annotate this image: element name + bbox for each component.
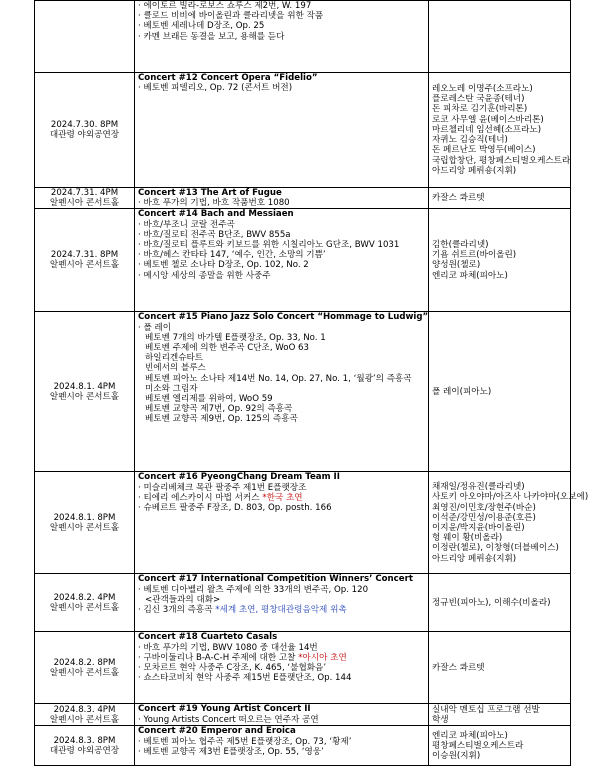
performer: 카잘스 콰르텟 (432, 662, 485, 673)
program-cell (135, 632, 429, 704)
program-item-text: 미소와 그림자 (145, 383, 198, 394)
premiere-note: *세계 초연, 평창대관령음악제 위촉 (215, 605, 347, 616)
program-item (138, 643, 425, 653)
program-item (138, 663, 425, 673)
premiere-note: *아시아 초연 (298, 652, 347, 663)
program-cell (135, 574, 429, 632)
performers-cell (429, 632, 571, 704)
concert-row (35, 704, 571, 726)
program-item-text: · 에이토르 빌라-로보스 쇼루스 제2번, W. 197 (138, 1, 312, 11)
concert-row (35, 188, 571, 209)
concert-row (35, 726, 571, 766)
performers-cell (429, 574, 571, 632)
program-item (138, 404, 425, 414)
program-item (138, 673, 425, 683)
program-item-text: · 베토벤 피아노 협주곡 제5번 E플랫장조, Op. 73, ‘황제’ (138, 736, 352, 747)
date-venue-cell (35, 188, 135, 209)
concert-datetime: 2024.7.31. 4PM (50, 188, 119, 198)
program-item-text: · 쇼스타코비치 현악 사중주 제15번 E플랫단조, Op. 144 (138, 673, 352, 684)
concert-row (35, 472, 571, 574)
program-item-text: · 베토벤 디아벨리 왈츠 주제에 의한 33개의 변주곡, Op. 120 (138, 584, 369, 595)
performers-cell (429, 73, 571, 188)
program-item-text: 베토벤 엘리제를 위하여, WoO 59 (145, 394, 273, 405)
performer: 마르첼리네 임선혜(소프라노) (432, 124, 542, 135)
date-venue-cell (35, 209, 135, 312)
concert-title: Concert #13 The Art of Fugue (138, 188, 282, 198)
program-item-text: · 슈베르트 팔중주 F장조, D. 803, Op. posth. 166 (138, 503, 332, 514)
program-cell (135, 472, 429, 574)
program-item-text: · 바흐/질로티 플루트와 키보드를 위한 시칠리아노 G단조, BWV 1031 (138, 240, 400, 251)
program-item-text: · 모차르트 현악 사중주 C장조, K. 465, ‘불협화음’ (138, 663, 327, 674)
performer: 엔리코 파체(피아노) (432, 270, 508, 281)
concert-venue: 대관령 야외공연장 (49, 745, 120, 756)
performer: 실내악 멘토십 프로그램 선발 (432, 704, 540, 715)
program-cell (135, 73, 429, 188)
concert-datetime: 2024.7.30. 8PM (50, 119, 119, 130)
concert-datetime: 2024.8.2. 4PM (53, 592, 116, 603)
concert-title: Concert #18 Cuarteto Casals (138, 632, 278, 643)
concert-title: Concert #15 Piano Jazz Solo Concert “Hommage to Ludwig” (138, 312, 429, 323)
concert-venue: 알펜시아 콘서트홀 (49, 602, 120, 613)
performer: 엔리코 파체(피아노) (432, 730, 508, 741)
program-item-text: · 바흐 푸가의 기법, BWV 1080 중 대선율 14번 (138, 642, 318, 653)
program-item (138, 1, 425, 11)
performers-cell (429, 1, 571, 73)
program-item (138, 737, 425, 747)
program-item-text: · 바흐 푸가의 기법, 바흐 작품번호 1080 (138, 198, 290, 209)
concert-datetime: 2024.8.1. 4PM (53, 381, 116, 392)
program-item (138, 363, 425, 373)
concert-title: Concert #16 PyeongChang Dream Team II (138, 472, 340, 483)
performers-cell (429, 472, 589, 574)
program-item (138, 353, 425, 363)
performer: 돈 피차로 김기훈(바리톤) (432, 104, 528, 115)
program-item-text: · 메시앙 세상의 종말을 위한 사중주 (138, 270, 271, 281)
concert-title: Concert #14 Bach and Messiaen (138, 209, 294, 220)
schedule-body (35, 1, 589, 766)
program-cell (135, 1, 429, 73)
performer: 로코 사무엘 윤(베이스바리톤) (432, 114, 544, 125)
performer: 이석준/강민성/이용준(호른) (432, 512, 536, 523)
program-item (138, 32, 425, 42)
program-item-text: · 베토벤 세레나데 D장조, Op. 25 (138, 21, 265, 32)
performer: 레오노레 이명주(소프라노) (432, 84, 533, 95)
performers-cell (429, 188, 571, 209)
concert-venue: 알펜시아 콘서트홀 (49, 522, 120, 533)
program-item-text: 베토벤 피아노 소나타 제14번 No. 14, Op. 27, No. 1, ‘월광’의 즉흥곡 (145, 373, 412, 384)
program-item (138, 220, 425, 230)
performer: 채재일/정유진(클라리넷) (432, 482, 525, 493)
date-venue-cell (35, 472, 135, 574)
program-cell (135, 312, 429, 472)
performers-cell (429, 726, 571, 766)
program-item-text: · 김신 3개의 즉흥곡 (138, 605, 216, 616)
performers-cell (429, 704, 571, 726)
concert-datetime: 2024.8.1. 8PM (53, 512, 116, 523)
concert-venue: 알펜시아 콘서트홀 (49, 667, 120, 678)
performer: 아드리앙 페뤼숑(지휘) (432, 553, 517, 564)
program-item-text: · 티에리 에스카이시 마법 서커스 (138, 492, 263, 503)
program-item-text: · 바흐/질로티 전주곡 B단조, BWV 855a (138, 229, 291, 240)
concert-datetime: 2024.7.31. 8PM (50, 250, 119, 261)
program-item (138, 343, 425, 353)
program-item (138, 595, 425, 605)
performer: 김한(클라리넷) (432, 240, 489, 250)
program-item-text: · 카멘 브래든 동결을 보고, 용해를 듣다 (138, 31, 285, 42)
program-item (138, 414, 425, 424)
date-venue-cell (35, 1, 135, 73)
concert-datetime: 2024.8.2. 8PM (53, 657, 116, 668)
program-item-text: · 미슬리베체크 목관 팔중주 제1번 E플랫장조 (138, 482, 307, 493)
concert-venue: 알펜시아 콘서트홀 (49, 714, 120, 725)
performer: 양성원(첼로) (432, 260, 481, 271)
concert-datetime: 2024.8.3. 4PM (53, 704, 116, 715)
concert-row (35, 209, 571, 312)
program-item-text: · 바흐/헤스 칸타타 147, ‘예수, 인간, 소망의 기쁨’ (138, 250, 326, 261)
program-item (138, 585, 425, 595)
program-item (138, 483, 425, 493)
date-venue-cell (35, 704, 135, 726)
program-item-text: 베토벤 7개의 바가텔 E플랫장조, Op. 33, No. 1 (145, 332, 326, 343)
concert-schedule-table (34, 0, 589, 766)
program-item (138, 653, 425, 663)
program-item (138, 747, 425, 757)
program-item (138, 198, 425, 208)
program-item-text: · 베토벤 첼로 소나타 D장조, Op. 102, No. 2 (138, 260, 309, 271)
performer: 사토키 아오야마/아즈사 나카야마(오보에) (432, 492, 589, 503)
concert-row (35, 574, 571, 632)
concert-venue: 알펜시아 콘서트홀 (49, 198, 120, 209)
performer: 평창페스티벌오케스트라 (432, 740, 524, 751)
program-item (138, 374, 425, 384)
performer: 기욤 쉬트르(바이올린) (432, 250, 517, 261)
program-item (138, 493, 425, 503)
date-venue-cell (35, 312, 135, 472)
concert-datetime: 2024.8.3. 8PM (53, 735, 116, 746)
performer: 국립합창단, 평창페스티벌오케스트라 (432, 155, 571, 166)
program-cell (135, 188, 429, 209)
program-cell (135, 209, 429, 312)
date-venue-cell (35, 574, 135, 632)
performer: 폴 레이(피아노) (432, 386, 492, 397)
program-item-text: · 구바이둘리나 B-A-C-H 주제에 대한 고찰 (138, 652, 299, 663)
program-item (138, 323, 425, 333)
program-cell (135, 726, 429, 766)
concert-venue: 알펜시아 콘서트홀 (49, 260, 120, 271)
program-item-text: · 클로드 비비에 바이올린과 클라리넷을 위한 작품 (138, 11, 324, 22)
performer: 이정란(첼로), 이창형(더블베이스) (432, 543, 559, 554)
concert-venue: 대관령 야외공연장 (49, 130, 120, 140)
program-item-text: · 베토벤 교향곡 제3번 E플랫장조, Op. 55, ‘영웅’ (138, 746, 324, 757)
concert-title: Concert #20 Emperor and Eroica (138, 726, 296, 737)
performer: 학생 (432, 714, 449, 725)
program-item-text: 베토벤 교향곡 제7번, Op. 92의 즉흥곡 (145, 404, 293, 415)
program-item-text: <관객들과의 대화> (145, 594, 221, 605)
program-item (138, 250, 425, 260)
program-item (138, 83, 425, 93)
program-item (138, 384, 425, 394)
program-item-text: 베토벤 주제에 의한 변주곡 C단조, WoO 63 (145, 343, 309, 354)
performer: 카잘스 콰르텟 (432, 193, 485, 204)
program-item (138, 240, 425, 250)
program-item (138, 503, 425, 513)
concert-row (35, 312, 571, 472)
concert-title: Concert #17 International Competition Winners’ Concert (138, 574, 413, 585)
program-item (138, 260, 425, 270)
performer: 헝 웨이 황(비올라) (432, 533, 503, 544)
program-item (138, 333, 425, 343)
program-item-text: 베토벤 교향곡 제9번, Op. 125의 즉흥곡 (145, 414, 298, 425)
performer: 아드리앙 페뤼숑(지휘) (432, 165, 517, 176)
program-item-text: 하일리겐슈타트 (145, 353, 204, 364)
concert-row (35, 1, 571, 73)
concert-venue: 알펜시아 콘서트홀 (49, 391, 120, 402)
concert-title: Concert #12 Concert Opera “Fidelio” (138, 73, 318, 83)
program-item (138, 605, 425, 615)
program-item (138, 394, 425, 404)
premiere-note: *한국 초연 (262, 492, 303, 503)
program-item-text: 빈에서의 블루스 (145, 363, 206, 374)
performer: 플로레스탄 국윤종(테너) (432, 94, 525, 105)
program-item (138, 21, 425, 31)
performers-cell (429, 209, 571, 312)
concert-title: Concert #19 Young Artist Concert II (138, 704, 311, 715)
performer: 정규빈(피아노), 이해수(비올라) (432, 597, 551, 608)
performers-cell (429, 312, 571, 472)
program-item (138, 11, 425, 21)
program-item-text: · 폴 레이 (138, 322, 172, 333)
performer: 최영진/이민호/장현주(바순) (432, 502, 536, 513)
program-item-text: · 바흐/부조니 코랄 전주곡 (138, 219, 235, 230)
concert-row (35, 632, 571, 704)
program-item (138, 271, 425, 281)
performer: 이승원(지휘) (432, 751, 481, 761)
concert-row (35, 73, 571, 188)
date-venue-cell (35, 726, 135, 766)
program-item-text: · Young Artists Concert 떠오르는 연주자 공연 (138, 714, 319, 725)
program-item (138, 715, 425, 725)
date-venue-cell (35, 632, 135, 704)
program-item-text: · 베토벤 피델리오, Op. 72 (콘서트 버전) (138, 83, 293, 94)
date-venue-cell (35, 73, 135, 188)
performer: 이지윤/박지윤(바이올린) (432, 522, 525, 533)
program-cell (135, 704, 429, 726)
performer: 돈 페르난도 박영두(베이스) (432, 145, 536, 156)
performer: 자퀴노 김승직(테너) (432, 135, 508, 146)
program-item (138, 230, 425, 240)
